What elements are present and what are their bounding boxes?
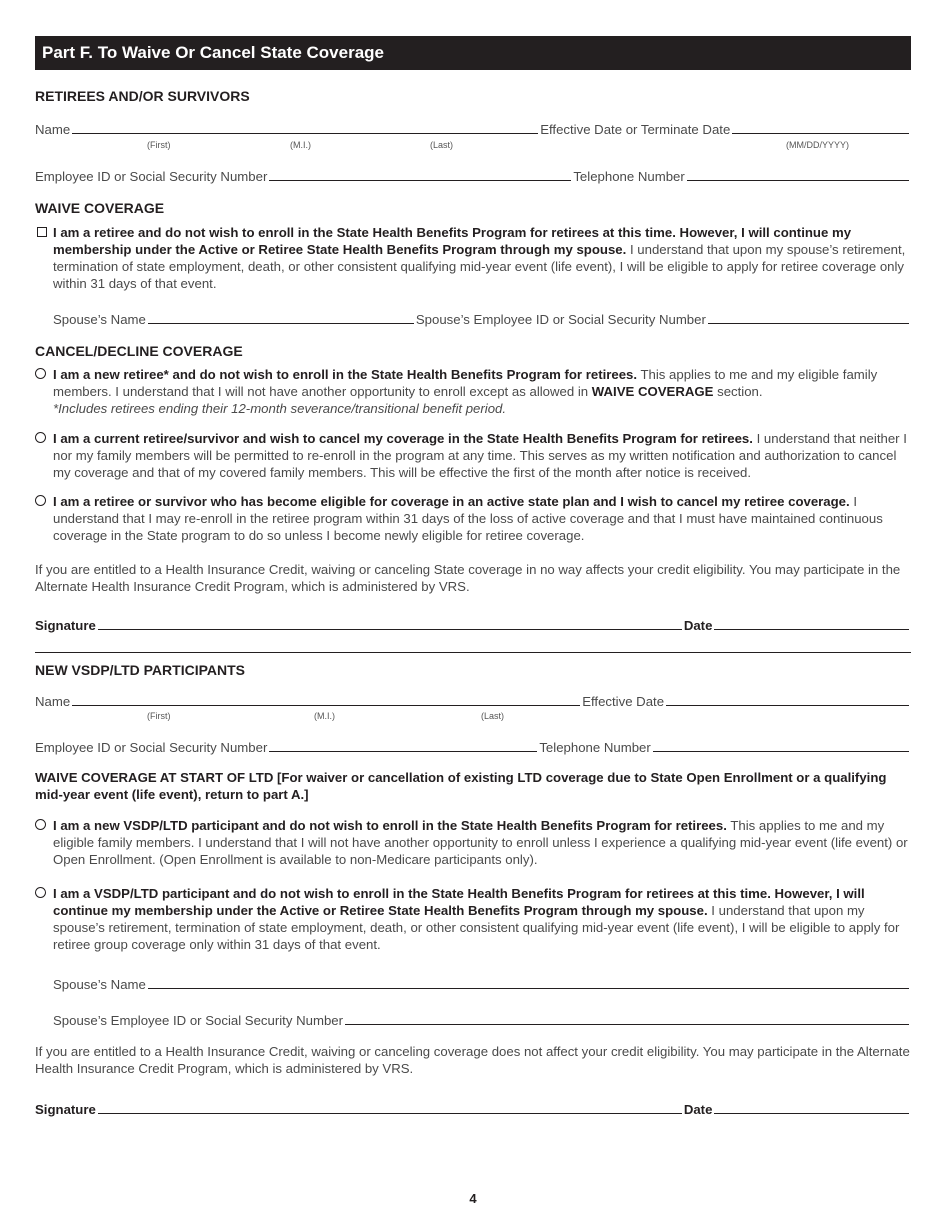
spouse-id-label: Spouse’s Employee ID or Social Security Number	[415, 312, 706, 327]
option-text: section.	[713, 384, 763, 399]
telephone-field[interactable]	[687, 180, 909, 181]
form-page	[35, 36, 911, 1206]
first-caption: (First)	[147, 140, 171, 150]
vsdp-heading: NEW VSDP/LTD PARTICIPANTS	[35, 662, 245, 678]
vsdp-effective-date-label: Effective Date	[582, 694, 665, 709]
page-number: 4	[469, 1191, 477, 1206]
severance-note: *Includes retirees ending their 12-month severance/transitional benefit period.	[53, 401, 507, 416]
telephone-label: Telephone Number	[573, 169, 685, 184]
current-retiree-radio[interactable]	[35, 432, 46, 443]
vsdp-id-row	[35, 738, 911, 755]
cancel-option-active-plan	[35, 493, 911, 544]
spouse-name-field[interactable]	[148, 323, 414, 324]
effective-date-field[interactable]	[732, 133, 909, 134]
vsdp-signature-field[interactable]	[98, 1113, 682, 1114]
signature-row	[35, 616, 911, 633]
vsdp-spouse-name-row	[53, 975, 911, 992]
section-divider	[35, 652, 911, 653]
date-label: Date	[683, 618, 713, 633]
vsdp-name-field[interactable]	[72, 705, 580, 706]
vsdp-employee-id-field[interactable]	[269, 751, 537, 752]
waive-option-text: I understand that upon my spouse’s retirement, termination of state employment, death, or other consistent qualifying mid-year event (life event), I will be eligible to apply for retiree coverage only within 31 days of that event.	[53, 242, 906, 291]
vsdp-telephone-label: Telephone Number	[539, 740, 651, 755]
option-bold: I am a VSDP/LTD participant and do not wish to enroll in the State Health Benefits Program for retirees at this time. However, I will continue my membership under the Active or Retiree State Health Benefits Program through my spouse.	[53, 886, 865, 918]
vsdp-new-radio[interactable]	[35, 819, 46, 830]
new-retiree-radio[interactable]	[35, 368, 46, 379]
vsdp-first-caption: (First)	[147, 711, 171, 721]
vsdp-employee-id-label: Employee ID or Social Security Number	[35, 740, 268, 755]
option-bold: I am a retiree or survivor who has become eligible for coverage in an active state plan and I wish to cancel my retiree coverage.	[53, 494, 850, 509]
vsdp-option-new	[35, 817, 911, 868]
option-text: I understand that I may re-enroll in the retiree program within 31 days of the loss of active coverage and that I must have maintained continuous coverage in the State program to do so unless I become newly eligible for retiree coverage.	[53, 494, 883, 543]
waive-option	[35, 224, 911, 292]
cancel-heading: CANCEL/DECLINE COVERAGE	[35, 343, 243, 359]
waive-heading: WAIVE COVERAGE	[35, 200, 165, 216]
vsdp-spouse-name-field[interactable]	[148, 988, 909, 989]
signature-field[interactable]	[98, 629, 682, 630]
vsdp-last-caption: (Last)	[481, 711, 505, 721]
vsdp-telephone-field[interactable]	[653, 751, 909, 752]
vsdp-signature-row	[35, 1100, 911, 1117]
name-label: Name	[35, 122, 71, 137]
vsdp-date-field[interactable]	[714, 1113, 909, 1114]
option-bold: WAIVE COVERAGE	[591, 384, 714, 399]
mi-caption: (M.I.)	[290, 140, 311, 150]
date-format-caption: (MM/DD/YYYY)	[786, 140, 849, 150]
name-field[interactable]	[72, 133, 538, 134]
spouse-id-field[interactable]	[708, 323, 909, 324]
option-text: This applies to me and my eligible family members. I understand that I will not have another opportunity to enroll except as allowed in	[53, 367, 878, 399]
spouse-row	[53, 310, 911, 327]
retiree-id-row	[35, 167, 911, 184]
option-text: This applies to me and my eligible family members. I understand that I will not have another opportunity to enroll unless I experience a qualifying mid-year event (life event) or Open Enrollment. (Open Enrollment is available to non-Medicare participants only).	[53, 818, 908, 867]
employee-id-label: Employee ID or Social Security Number	[35, 169, 268, 184]
option-bold: I am a new VSDP/LTD participant and do not wish to enroll in the State Health Benefits Program for retirees.	[53, 818, 727, 833]
vsdp-spouse-id-field[interactable]	[345, 1024, 909, 1025]
employee-id-field[interactable]	[269, 180, 571, 181]
cancel-option-new-retiree	[35, 366, 911, 417]
credit-note: If you are entitled to a Health Insurance Credit, waiving or canceling State coverage in no way affects your credit eligibility. You may participate in the Alternate Health Insurance Credit Program, which is administered by VRS.	[35, 562, 901, 594]
vsdp-spouse-radio[interactable]	[35, 887, 46, 898]
last-caption: (Last)	[430, 140, 454, 150]
cancel-option-current-retiree	[35, 430, 911, 481]
vsdp-signature-label: Signature	[35, 1102, 96, 1117]
vsdp-date-label: Date	[683, 1102, 713, 1117]
vsdp-effective-date-field[interactable]	[666, 705, 909, 706]
vsdp-name-row	[35, 692, 911, 709]
vsdp-spouse-id-label: Spouse’s Employee ID or Social Security Number	[53, 1013, 344, 1028]
option-bold: I am a current retiree/survivor and wish to cancel my coverage in the State Health Benefits Program for retirees.	[53, 431, 753, 446]
option-text: I understand that upon my spouse’s retirement, termination of state employment, death, or other consistent qualifying mid-year event (life event), I will be eligible to apply for retiree group coverage only within 31 days of that event.	[53, 903, 900, 952]
section-banner: Part F. To Waive Or Cancel State Coverage	[35, 36, 911, 70]
vsdp-credit-note: If you are entitled to a Health Insurance Credit, waiving or canceling coverage does not affect your credit eligibility. You may participate in the Alternate Health Insurance Credit Program, which is administered by VRS.	[35, 1044, 910, 1076]
option-text: I understand that neither I nor my family members will be permitted to re-enroll in the program at any time. This serves as my written notification and authorization to cancel my coverage and that of my covered family members. This will be effective the first of the month after notice is received.	[53, 431, 907, 480]
active-plan-radio[interactable]	[35, 495, 46, 506]
signature-label: Signature	[35, 618, 96, 633]
retirees-heading: RETIREES AND/OR SURVIVORS	[35, 88, 250, 104]
retiree-name-row	[35, 120, 911, 137]
vsdp-spouse-name-label: Spouse’s Name	[53, 977, 146, 992]
vsdp-mi-caption: (M.I.)	[314, 711, 335, 721]
vsdp-spouse-id-row	[53, 1011, 911, 1028]
waive-checkbox[interactable]	[37, 227, 47, 237]
vsdp-option-spouse	[35, 885, 911, 953]
ltd-waive-heading: WAIVE COVERAGE AT START OF LTD [For waiver or cancellation of existing LTD coverage due to State Open Enrollment or a qualifying mid-year event (life event), return to part A.]	[35, 770, 887, 802]
spouse-name-label: Spouse’s Name	[53, 312, 146, 327]
option-bold: I am a new retiree* and do not wish to enroll in the State Health Benefits Program for retirees.	[53, 367, 638, 382]
vsdp-name-label: Name	[35, 694, 71, 709]
waive-option-bold: I am a retiree and do not wish to enroll in the State Health Benefits Program for retirees at this time. However, I will continue my membership under the Active or Retiree State Health Benefits Program through my spouse.	[53, 225, 852, 257]
effective-date-label: Effective Date or Terminate Date	[540, 122, 731, 137]
date-field[interactable]	[714, 629, 909, 630]
